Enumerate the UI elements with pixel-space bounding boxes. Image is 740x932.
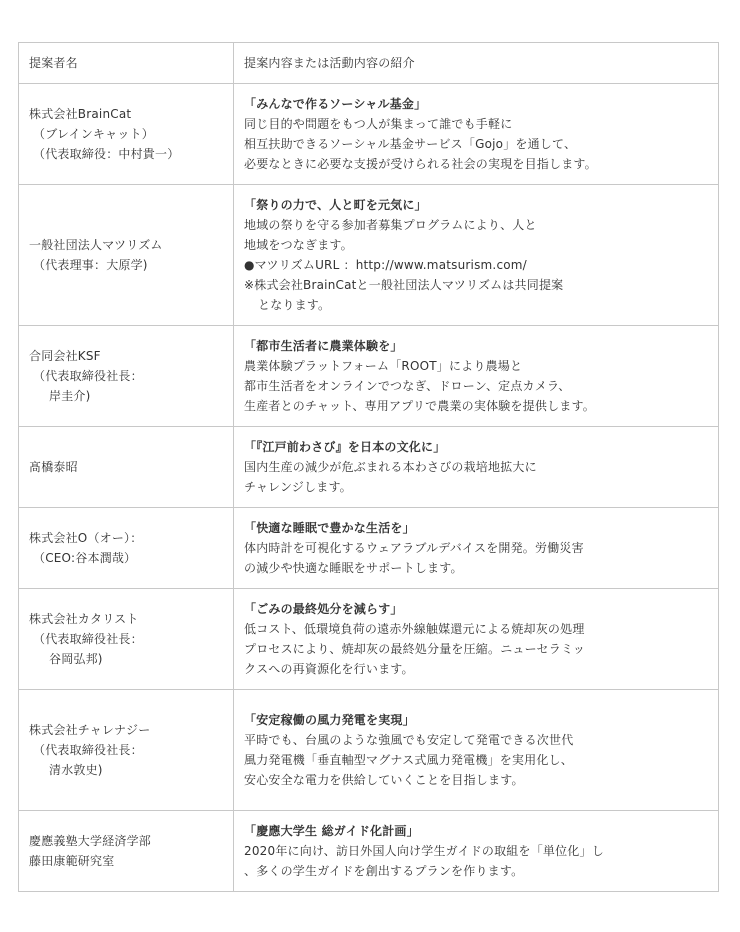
proposer-name-line: （代表取締役社長： — [33, 369, 143, 383]
proposal-desc-line: 平時でも、台風のような強風でも安定して発電できる次世代 — [244, 733, 574, 747]
proposal-desc-line: の減少や快適な睡眠をサポートします。 — [244, 561, 463, 575]
proposal-desc-line: 都市生活者をオンラインでつなぎ、ドローン、定点カメラ、 — [244, 379, 571, 393]
proposal-desc-line: ※株式会社BrainCatと一般社団法人マツリズムは共同提案 — [244, 278, 564, 292]
header-proposer-name: 提案者名 — [19, 43, 234, 84]
proposal-desc-line: プロセスにより、焼却灰の最終処分量を圧縮。ニューセラミッ — [244, 642, 586, 656]
proposer-name-line: （代表取締役社長： — [33, 632, 143, 646]
proposer-name-line: （代表取締役：中村貴一） — [33, 147, 180, 161]
proposer-name-line: 一般社団法人マツリズム — [29, 238, 163, 252]
table-row — [19, 326, 719, 427]
proposer-cell — [19, 427, 234, 508]
proposal-table — [18, 42, 719, 892]
matsurism-url-line: ●マツリズムURL ：http://www.matsurism.com/ — [244, 258, 527, 272]
proposal-title: 「都市生活者に農業体験を」 — [244, 339, 403, 353]
table-row — [19, 427, 719, 508]
proposer-name-line: 株式会社BrainCat — [29, 107, 132, 121]
proposal-desc-line: 安心安全な電力を供給していくことを目指します。 — [244, 773, 524, 787]
proposal-desc-line: 、多くの学生ガイドを創出するプランを作ります。 — [244, 864, 524, 878]
proposer-name-line: 谷岡弘邦) — [49, 652, 103, 666]
table-row — [19, 811, 719, 892]
proposal-desc-line: 低コスト、低環境負荷の遠赤外線触媒還元による焼却灰の処理 — [244, 622, 585, 636]
proposal-desc-line: 農業体験プラットフォーム「ROOT」により農場と — [244, 359, 523, 373]
proposal-title: 「祭りの力で、人と町を元気に」 — [244, 198, 427, 212]
proposer-name-line: 株式会社チャレナジー — [29, 723, 151, 737]
proposal-desc-line: 同じ目的や問題をもつ人が集まって誰でも手軽に — [244, 117, 513, 131]
proposer-name-line: 合同会社KSF — [29, 349, 101, 363]
proposal-cell — [234, 589, 719, 690]
table-row — [19, 508, 719, 589]
proposer-cell — [19, 811, 234, 892]
proposer-name-line: 株式会社O（オー）： — [29, 531, 143, 545]
proposer-name-line: （代表取締役社長： — [33, 743, 143, 757]
proposal-cell — [234, 811, 719, 892]
proposal-desc-line: 地域の祭りを守る参加者募集プログラムにより、人と — [244, 218, 537, 232]
proposal-title: 「安定稼働の風力発電を実現」 — [244, 713, 415, 727]
proposal-title: 「ごみの最終処分を減らす」 — [244, 602, 403, 616]
proposal-title: 「快適な睡眠で豊かな生活を」 — [244, 521, 415, 535]
proposer-name-line: 藤田康範研究室 — [29, 854, 115, 868]
proposal-desc-line: 生産者とのチャット、専用アプリで農業の実体験を提供します。 — [244, 399, 595, 413]
proposal-title: 「慶應大学生 総ガイド化計画」 — [244, 824, 419, 838]
proposer-cell — [19, 84, 234, 185]
proposer-name-line: 髙橋泰昭 — [29, 460, 78, 474]
table-row — [19, 84, 719, 185]
proposer-name-line: 岸圭介) — [49, 389, 91, 403]
proposal-cell — [234, 84, 719, 185]
table-row — [19, 690, 719, 811]
proposer-cell — [19, 326, 234, 427]
proposal-cell — [234, 690, 719, 811]
proposer-cell — [19, 508, 234, 589]
proposal-desc-line: チャレンジします。 — [244, 480, 352, 494]
proposer-name-line: （ブレインキャット） — [33, 127, 154, 141]
proposal-title: 「『江戸前わさび』を日本の文化に」 — [244, 440, 446, 454]
proposer-name-line: 株式会社カタリスト — [29, 612, 139, 626]
proposal-desc-line: 国内生産の減少が危ぶまれる本わさびの栽培地拡大に — [244, 460, 537, 474]
proposal-table-container — [18, 42, 718, 892]
proposer-cell — [19, 589, 234, 690]
proposal-cell — [234, 508, 719, 589]
proposer-name-line: 清水敦史) — [49, 763, 103, 777]
proposal-cell — [234, 185, 719, 326]
proposer-name-line: 慶應義塾大学経済学部 — [29, 834, 152, 848]
proposal-desc-line: 相互扶助できるソーシャル基金サービス「Gojo」を通して、 — [244, 137, 577, 151]
proposer-name-line: （代表理事：大原学) — [33, 258, 148, 272]
proposal-cell — [234, 326, 719, 427]
proposal-desc-line: 2020年に向け、訪日外国人向け学生ガイドの取組を「単位化」し — [244, 844, 604, 858]
proposal-desc-line: クスへの再資源化を行います。 — [244, 662, 414, 676]
proposal-desc-line: 体内時計を可視化するウェアラブルデバイスを開発。労働災害 — [244, 541, 584, 555]
proposer-cell — [19, 185, 234, 326]
proposal-desc-line: 地域をつなぎます。 — [244, 238, 353, 252]
proposal-desc-line: となります。 — [258, 298, 331, 312]
table-header-row — [19, 43, 719, 84]
table-row — [19, 589, 719, 690]
proposal-desc-line: 風力発電機「垂直軸型マグナス式風力発電機」を実用化し、 — [244, 753, 573, 767]
proposer-name-line: （CEO:谷本潤哉） — [33, 551, 137, 565]
proposal-desc-line: 必要なときに必要な支援が受けられる社会の実現を目指します。 — [244, 157, 597, 171]
table-row — [19, 185, 719, 326]
proposal-cell — [234, 427, 719, 508]
header-proposal-content: 提案内容または活動内容の紹介 — [234, 43, 719, 84]
proposal-title: 「みんなで作るソーシャル基金」 — [244, 97, 427, 111]
proposer-cell — [19, 690, 234, 811]
